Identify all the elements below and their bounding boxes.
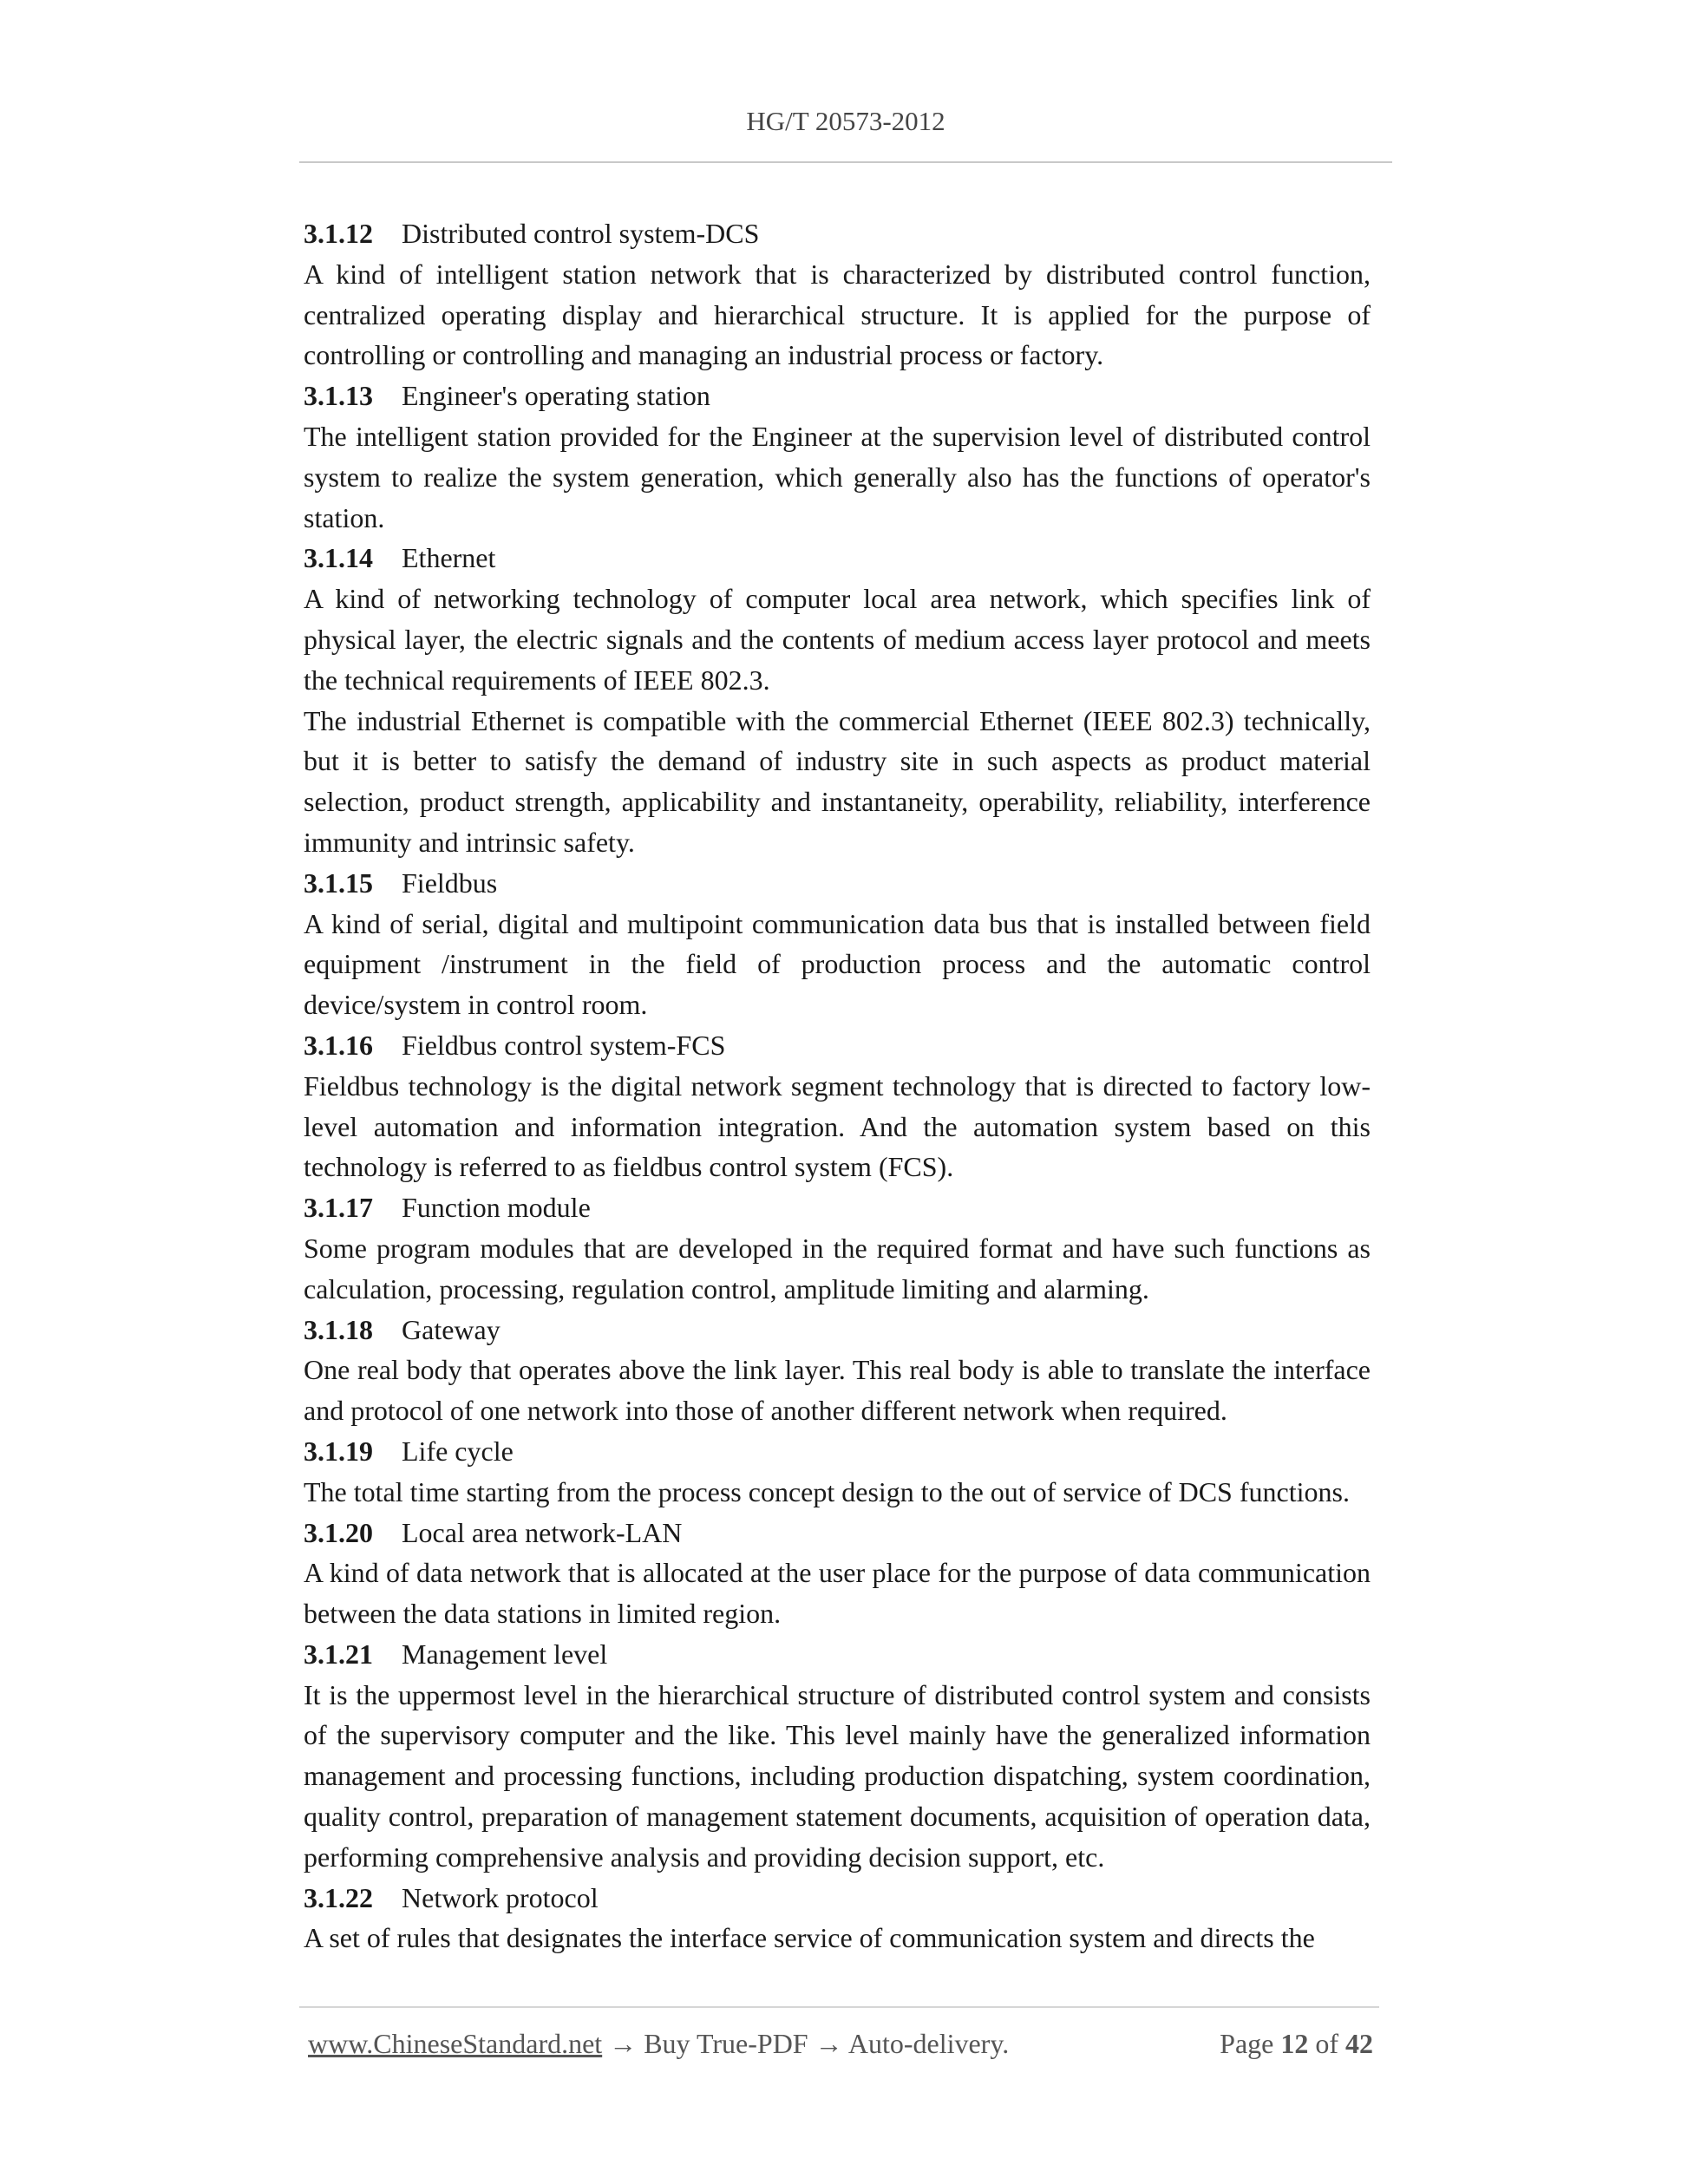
term-title: Life cycle xyxy=(402,1435,514,1467)
definition-entry xyxy=(304,1634,1371,1878)
term-heading xyxy=(304,376,1371,416)
clause-number: 3.1.13 xyxy=(304,380,373,412)
definition-entry xyxy=(304,1513,1371,1634)
definition-text: A set of rules that designates the interface service of communication system and directs the xyxy=(304,1922,1315,1954)
definition-entry xyxy=(304,1310,1371,1431)
term-heading xyxy=(304,863,1371,904)
document-code: HG/T 20573-2012 xyxy=(746,106,945,136)
term-heading xyxy=(304,1878,1371,1919)
term-heading xyxy=(304,213,1371,254)
clause-number: 3.1.16 xyxy=(304,1029,373,1061)
clause-number: 3.1.19 xyxy=(304,1435,373,1467)
term-heading xyxy=(304,1431,1371,1472)
definition-entry xyxy=(304,213,1371,376)
term-title: Gateway xyxy=(402,1313,501,1345)
clause-number: 3.1.18 xyxy=(304,1313,373,1345)
definition-entry xyxy=(304,376,1371,538)
page-label: Page xyxy=(1220,2028,1274,2059)
term-heading xyxy=(304,1513,1371,1553)
term-title: Function module xyxy=(402,1192,591,1224)
definition-text: The industrial Ethernet is compatible with the commercial Ethernet (IEEE 802.3) technically, but it is better to satisfy the demand of industry site in such aspects as product material selection, product strength, applicability and instantaneity, operability, reliability, interference immunity and intrinsic safety. xyxy=(304,704,1371,858)
definition-text: Fieldbus technology is the digital network segment technology that is directed to factory low-level automation and information integration. And the automation system based on this technology is referred to as fieldbus control system (FCS). xyxy=(304,1069,1371,1183)
definition-text: A kind of networking technology of computer local area network, which specifies link of physical layer, the electric signals and the contents of medium access layer protocol and meets the technical requirements of IEEE 802.3. xyxy=(304,583,1371,696)
definition-text: The intelligent station provided for the Engineer at the supervision level of distributed control system to realize the system generation, which generally also has the functions of operator's station. xyxy=(304,420,1371,533)
clause-number: 3.1.15 xyxy=(304,866,373,899)
term-title: Fieldbus control system-FCS xyxy=(402,1029,726,1061)
term-title: Network protocol xyxy=(402,1881,599,1913)
term-title: Distributed control system-DCS xyxy=(402,218,760,249)
definition-entry xyxy=(304,1431,1371,1513)
definition-entry xyxy=(304,863,1371,1025)
page-total: 42 xyxy=(1345,2028,1373,2059)
term-heading xyxy=(304,1187,1371,1228)
auto-delivery-text: Auto-delivery. xyxy=(847,2028,1010,2059)
definition-entry xyxy=(304,1878,1371,1959)
header-divider xyxy=(299,161,1392,163)
clause-number: 3.1.21 xyxy=(304,1638,373,1670)
term-heading xyxy=(304,538,1371,579)
term-heading xyxy=(304,1025,1371,1066)
clause-number: 3.1.17 xyxy=(304,1192,373,1224)
definition-text: The total time starting from the process concept design to the out of service of DCS functions. xyxy=(304,1475,1350,1507)
page-current: 12 xyxy=(1280,2028,1309,2059)
term-title: Engineer's operating station xyxy=(402,380,710,412)
definition-entry xyxy=(304,1187,1371,1309)
clause-number: 3.1.12 xyxy=(304,218,373,249)
term-title: Ethernet xyxy=(402,542,496,574)
document-body xyxy=(304,213,1371,1958)
term-heading xyxy=(304,1634,1371,1675)
clause-number: 3.1.22 xyxy=(304,1881,373,1913)
definition-entry xyxy=(304,538,1371,862)
clause-number: 3.1.14 xyxy=(304,542,373,574)
term-title: Local area network-LAN xyxy=(402,1516,683,1548)
page-indicator xyxy=(1220,2028,1373,2060)
page-header xyxy=(299,106,1392,137)
website-link[interactable]: www.ChineseStandard.net xyxy=(308,2028,603,2059)
term-title: Fieldbus xyxy=(402,866,498,899)
definition-text: One real body that operates above the link layer. This real body is able to translate the interface and protocol of one network into those of another different network when required. xyxy=(304,1354,1371,1427)
definition-entry xyxy=(304,1025,1371,1187)
arrow-right-icon: → xyxy=(815,2028,843,2059)
definition-text: A kind of serial, digital and multipoint communication data bus that is installed between field equipment /instrument in the field of production process and the automatic control device/system in control room. xyxy=(304,907,1371,1021)
of-label: of xyxy=(1315,2028,1338,2059)
definition-text: Some program modules that are developed in the required format and have such functions as calculation, processing, regulation control, amplitude limiting and alarming. xyxy=(304,1232,1371,1305)
term-title: Management level xyxy=(402,1638,608,1670)
definition-text: A kind of data network that is allocated at the user place for the purpose of data communication between the data stations in limited region. xyxy=(304,1557,1371,1630)
definition-text: A kind of intelligent station network that is characterized by distributed control function, centralized operating display and hierarchical structure. It is applied for the purpose of controlling or controlling and managing an industrial process or factory. xyxy=(304,258,1371,371)
term-heading xyxy=(304,1310,1371,1350)
buy-pdf-text: Buy True-PDF xyxy=(644,2028,808,2059)
clause-number: 3.1.20 xyxy=(304,1516,373,1548)
definition-text: It is the uppermost level in the hierarchical structure of distributed control system and consists of the supervisory computer and the like. This level mainly have the generalized information management and processing functions, including production dispatching, system coordination, quality control, preparation of management statement documents, acquisition of operation data, performing comprehensive analysis and providing decision support, etc. xyxy=(304,1678,1371,1873)
footer-promo xyxy=(308,2028,1009,2060)
arrow-right-icon: → xyxy=(609,2028,638,2059)
footer-divider xyxy=(299,2006,1379,2008)
